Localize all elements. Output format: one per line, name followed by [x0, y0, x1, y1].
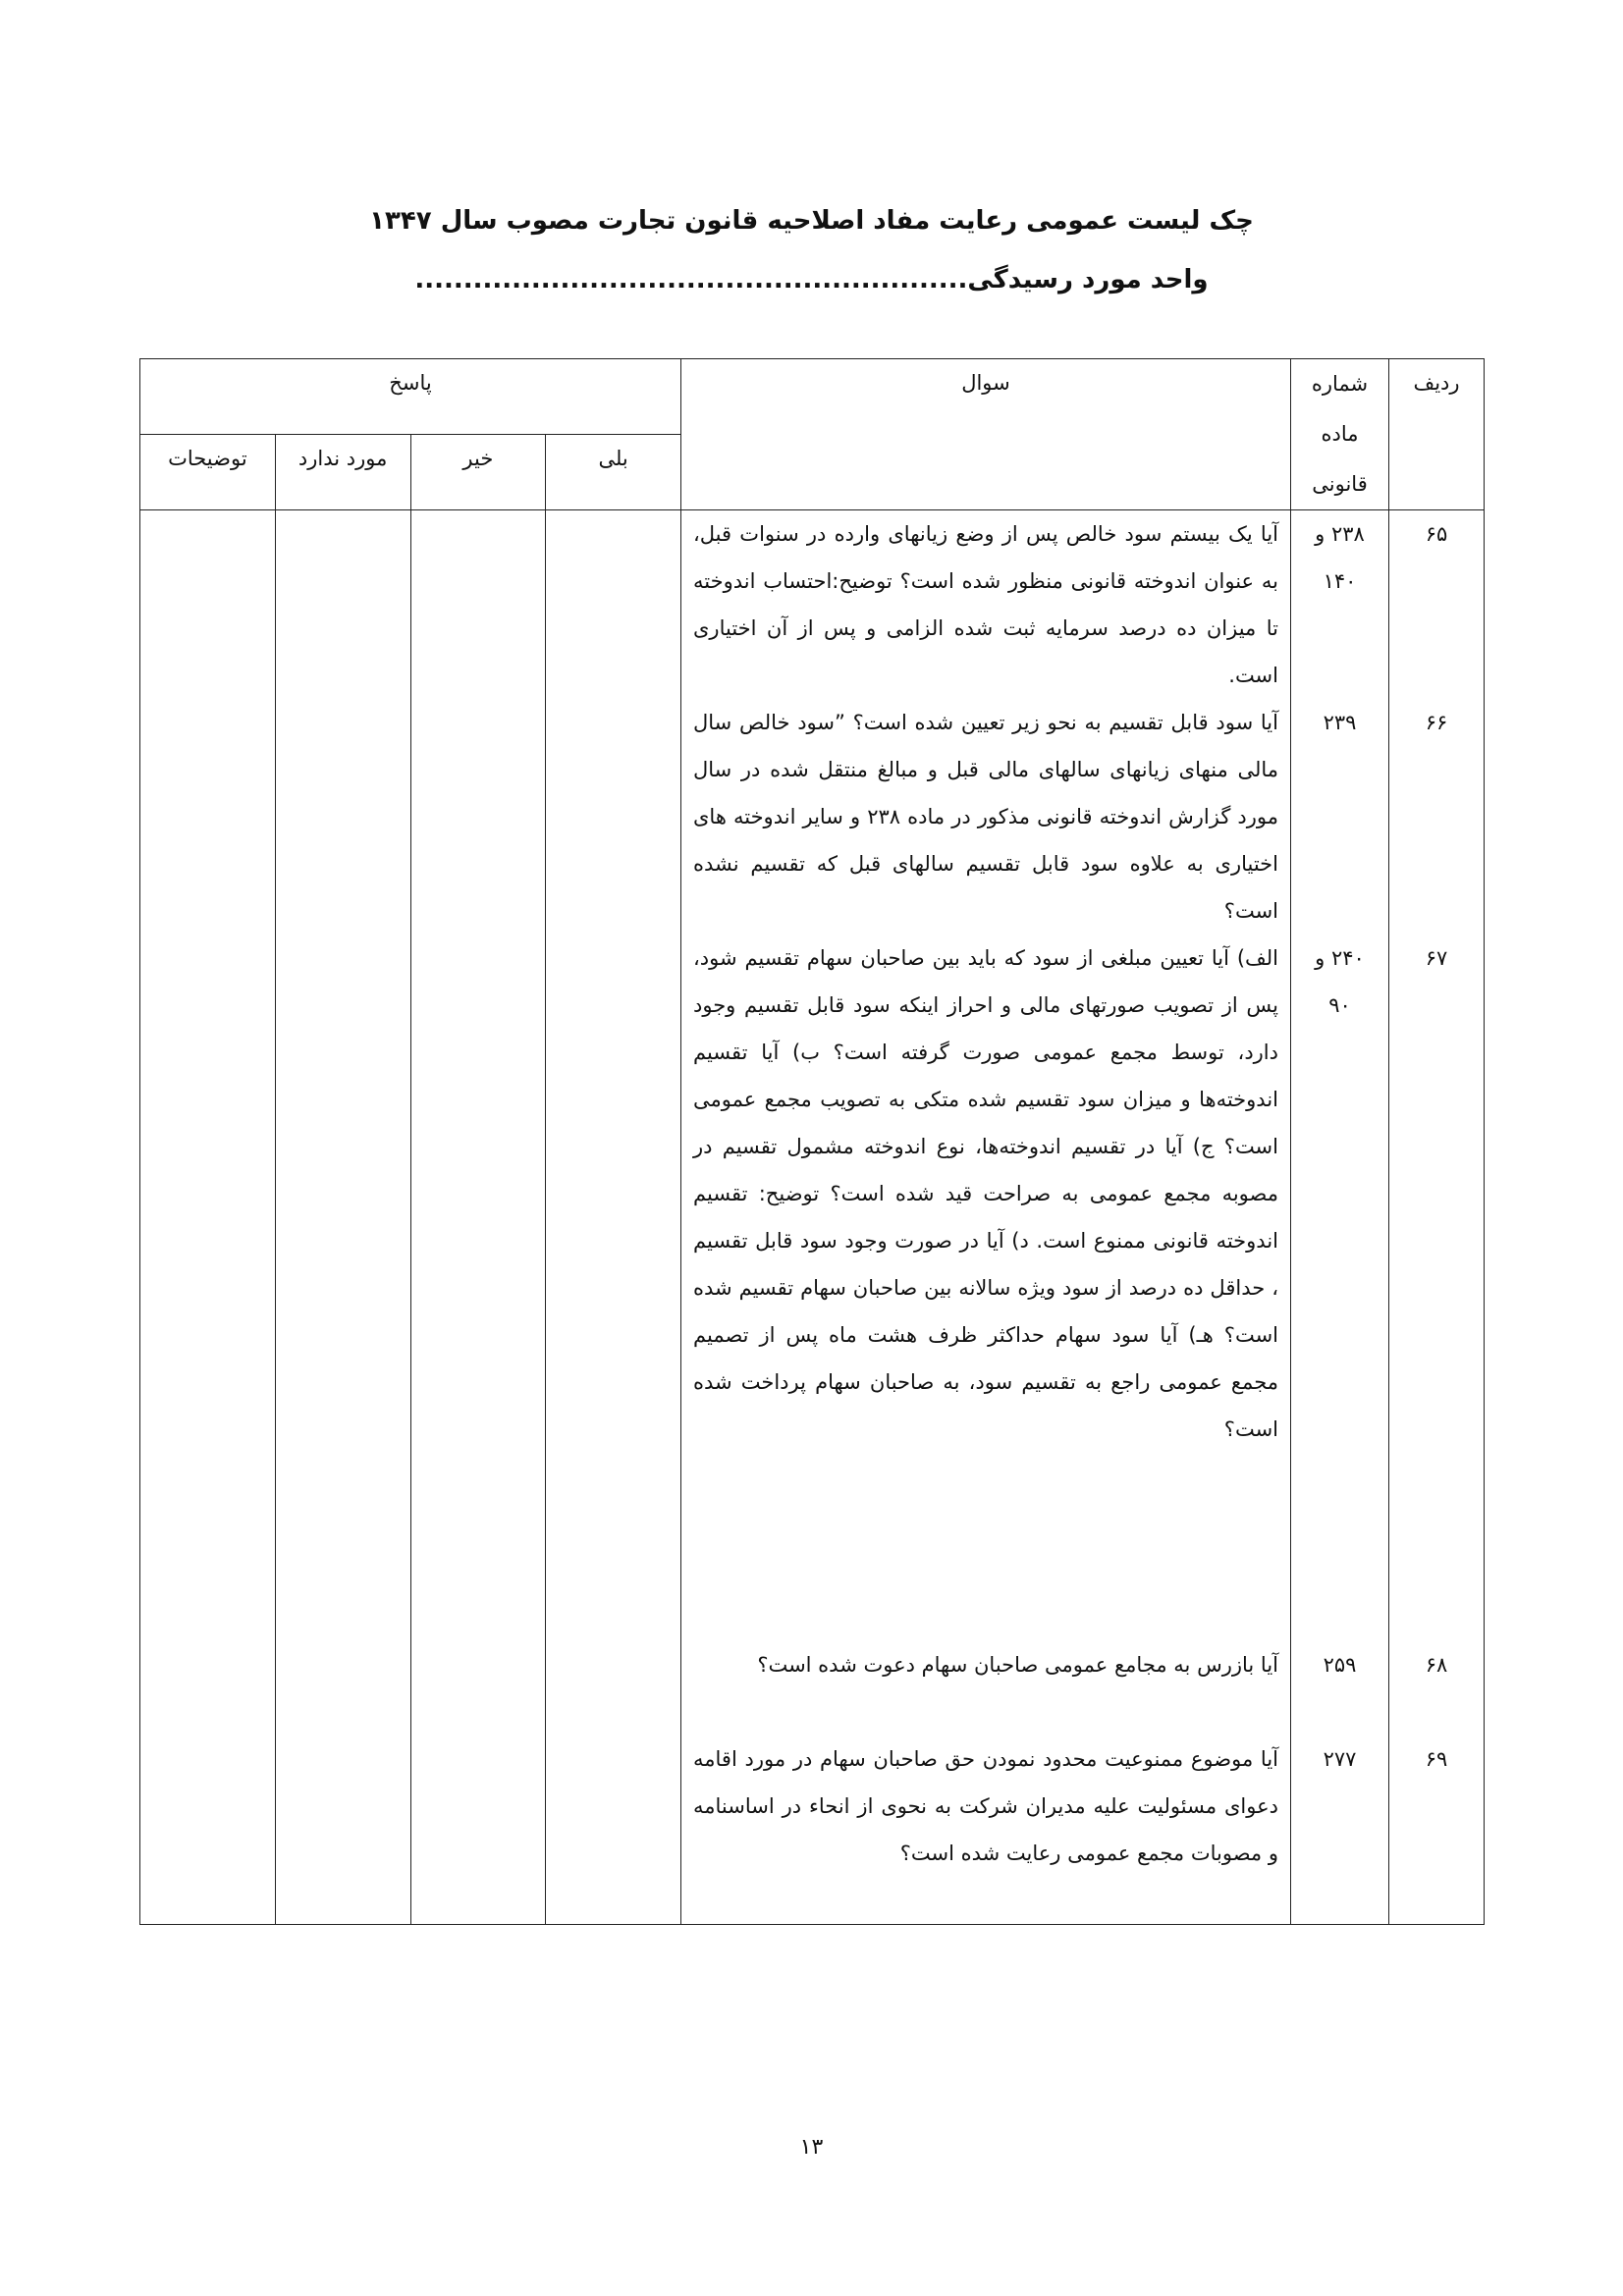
checklist-table	[139, 358, 1485, 1925]
question-text: آیا یک بیستم سود خالص پس از وضع زیانهای وارده در سنوات قبل، به عنوان اندوخته قانونی منظور شده است؟ توضیح:احتساب اندوخته تا میزان ده درصد سرمایه ثبت شده الزامی و پس از آن اختیاری است.	[681, 510, 1291, 700]
article-number: ۲۵۹	[1291, 1641, 1389, 1735]
table-row	[140, 934, 1485, 1641]
answer-no-cell[interactable]	[410, 699, 546, 934]
answer-no-cell[interactable]	[410, 510, 546, 700]
article-number: ۲۴۰ و ۹۰	[1291, 934, 1389, 1641]
header-notes: توضیحات	[140, 435, 276, 510]
table-row	[140, 1735, 1485, 1925]
header-not-applicable: مورد ندارد	[275, 435, 410, 510]
header-row-number: ردیف	[1389, 359, 1485, 510]
notes-cell[interactable]	[140, 934, 276, 1641]
page-title: چک لیست عمومی رعایت مفاد اصلاحیه قانون تجارت مصوب سال ۱۳۴۷	[369, 206, 1254, 236]
answer-not-applicable-cell[interactable]	[275, 1735, 410, 1925]
article-number: ۲۷۷	[1291, 1735, 1389, 1925]
header-answer: پاسخ	[140, 359, 681, 435]
question-text: آیا موضوع ممنوعیت محدود نمودن حق صاحبان سهام در مورد اقامه دعوای مسئولیت علیه مدیران شرکت به نحوی از انحاء در اساسنامه و مصوبات مجمع عمومی رعایت شده است؟	[681, 1735, 1291, 1925]
answer-yes-cell[interactable]	[546, 1735, 681, 1925]
notes-cell[interactable]	[140, 1641, 276, 1735]
row-number: ۶۹	[1389, 1735, 1485, 1925]
answer-yes-cell[interactable]	[546, 699, 681, 934]
table-row	[140, 699, 1485, 934]
answer-yes-cell[interactable]	[546, 510, 681, 700]
question-text: آیا بازرس به مجامع عمومی صاحبان سهام دعوت شده است؟	[681, 1641, 1291, 1735]
notes-cell[interactable]	[140, 699, 276, 934]
row-number: ۶۶	[1389, 699, 1485, 934]
row-number: ۶۷	[1389, 934, 1485, 1641]
question-text: آیا سود قابل تقسیم به نحو زیر تعیین شده است؟ ”سود خالص سال مالی منهای زیانهای سالهای مالی قبل و مبالغ منتقل شده در سال مورد گزارش اندوخته قانونی مذکور در ماده ۲۳۸ و سایر اندوخته های اختیاری به علاوه سود قابل تقسیم سالهای قبل که تقسیم نشده است؟	[681, 699, 1291, 934]
table-row	[140, 510, 1485, 700]
header-yes: بلی	[546, 435, 681, 510]
row-number: ۶۸	[1389, 1641, 1485, 1735]
answer-not-applicable-cell[interactable]	[275, 934, 410, 1641]
answer-no-cell[interactable]	[410, 934, 546, 1641]
header-no: خیر	[410, 435, 546, 510]
article-number: ۲۳۹	[1291, 699, 1389, 934]
question-text: الف) آیا تعیین مبلغی از سود که باید بین صاحبان سهام تقسیم شود، پس از تصویب صورتهای مالی و احراز اینکه سود قابل تقسیم وجود دارد، توسط مجمع عمومی صورت گرفته است؟ ب) آیا تقسیم اندوخته‌ها و میزان سود تقسیم شده متکی به تصویب مجمع عمومی است؟ ج) آیا در تقسیم اندوخته‌ها، نوع اندوخته مشمول تقسیم در مصوبه مجمع عمومی به صراحت قید شده است؟ توضیح: تقسیم اندوخته قانونی ممنوع است. د) آیا در صورت وجود سود قابل تقسیم ، حداقل ده درصد از سود ویژه سالانه بین صاحبان سهام تقسیم شده است؟ هـ) آیا سود سهام حداکثر ظرف هشت ماه پس از تصمیم مجمع عمومی راجع به تقسیم سود، به صاحبان سهام پرداخت شده است؟	[681, 934, 1291, 1641]
notes-cell[interactable]	[140, 1735, 276, 1925]
answer-yes-cell[interactable]	[546, 1641, 681, 1735]
notes-cell[interactable]	[140, 510, 276, 700]
article-number: ۲۳۸ و ۱۴۰	[1291, 510, 1389, 700]
answer-not-applicable-cell[interactable]	[275, 699, 410, 934]
header-question: سوال	[681, 359, 1291, 510]
table-row	[140, 1641, 1485, 1735]
answer-not-applicable-cell[interactable]	[275, 1641, 410, 1735]
header-article-number: شماره ماده قانونی	[1291, 359, 1389, 510]
answer-no-cell[interactable]	[410, 1641, 546, 1735]
answer-yes-cell[interactable]	[546, 934, 681, 1641]
audited-unit-line: واحد مورد رسیدگی.........................................................	[414, 265, 1209, 294]
answer-no-cell[interactable]	[410, 1735, 546, 1925]
answer-not-applicable-cell[interactable]	[275, 510, 410, 700]
row-number: ۶۵	[1389, 510, 1485, 700]
page-number: ۱۳	[799, 2135, 824, 2160]
